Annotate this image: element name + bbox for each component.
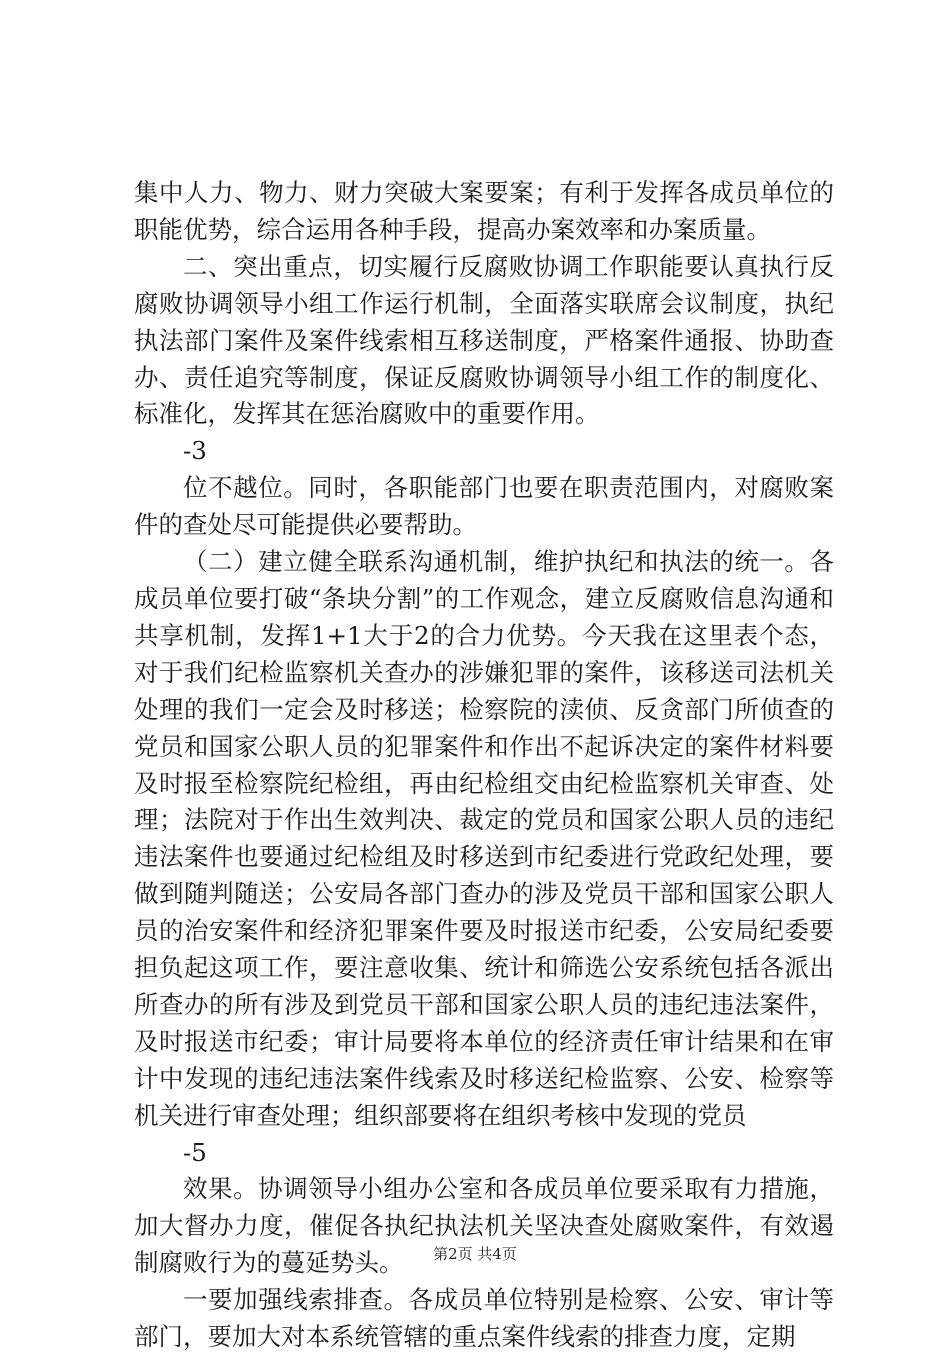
inline-page-marker: -3 — [183, 436, 207, 466]
paragraph-effect: 效果。协调领导小组办公室和各成员单位要采取有力措施，加大督办力度，催促各执纪执法机关坚决查处腐败案件，有效遏制腐败行为的蔓延势头。 — [134, 1174, 834, 1278]
paragraph-responsibility: 位不越位。同时，各职能部门也要在职责范围内，对腐败案件的查处尽可能提供必要帮助。 — [134, 473, 834, 540]
page-footer — [0, 1244, 950, 1264]
page-number-label: 第2页 共4页 — [433, 1245, 517, 1263]
paragraph-continuation: 集中人力、物力、财力突破大案要案；有利于发挥各成员单位的职能优势，综合运用各种手段，提高办案效率和办案质量。 — [134, 178, 834, 244]
document-body — [134, 175, 834, 1356]
paragraph-section-two: 二、突出重点，切实履行反腐败协调工作职能要认真执行反腐败协调领导小组工作运行机制，全面落实联席会议制度，执纪执法部门案件及案件线索相互移送制度，严格案件通报、协助查办、责任追究等制度，保证反腐败协调领导小组工作的制度化、标准化，发挥其在惩治腐败中的重要作用。 — [134, 251, 834, 429]
paragraph-clue-screening: 一要加强线索排查。各成员单位特别是检察、公安、审计等部门，要加大对本系统管辖的重点案件线索的排查力度，定期 — [134, 1285, 834, 1352]
paragraph-communication-mechanism: （二）建立健全联系沟通机制，维护执纪和执法的统一。各成员单位要打破“条块分割”的工作观念，建立反腐败信息沟通和共享机制，发挥1+1大于2的合力优势。今天我在这里表个态，对于我们纪检监察机关查办的涉嫌犯罪的案件，该移送司法机关处理的我们一定会及时移送；检察院的渎侦、反贪部门所侦查的党员和国家公职人员的犯罪案件和作出不起诉决定的案件材料要及时报至检察院纪检组，再由纪检组交由纪检监察机关审查、处理；法院对于作出生效判决、裁定的党员和国家公职人员的违纪违法案件也要通过纪检组及时移送到市纪委进行党政纪处理，要做到随判随送；公安局各部门查办的涉及党员干部和国家公职人员的治安案件和经济犯罪案件要及时报送市纪委，公安局纪委要担负起这项工作，要注意收集、统计和筛选公安系统包括各派出所查办的所有涉及到党员干部和国家公职人员的违纪违法案件，及时报送市纪委；审计局要将本单位的经济责任审计结果和在审计中发现的违纪违法案件线索及时移送纪检监察、公安、检察等机关进行审查处理；组织部要将在组织考核中发现的党员 — [134, 547, 834, 1130]
inline-page-marker: -5 — [183, 1137, 207, 1167]
